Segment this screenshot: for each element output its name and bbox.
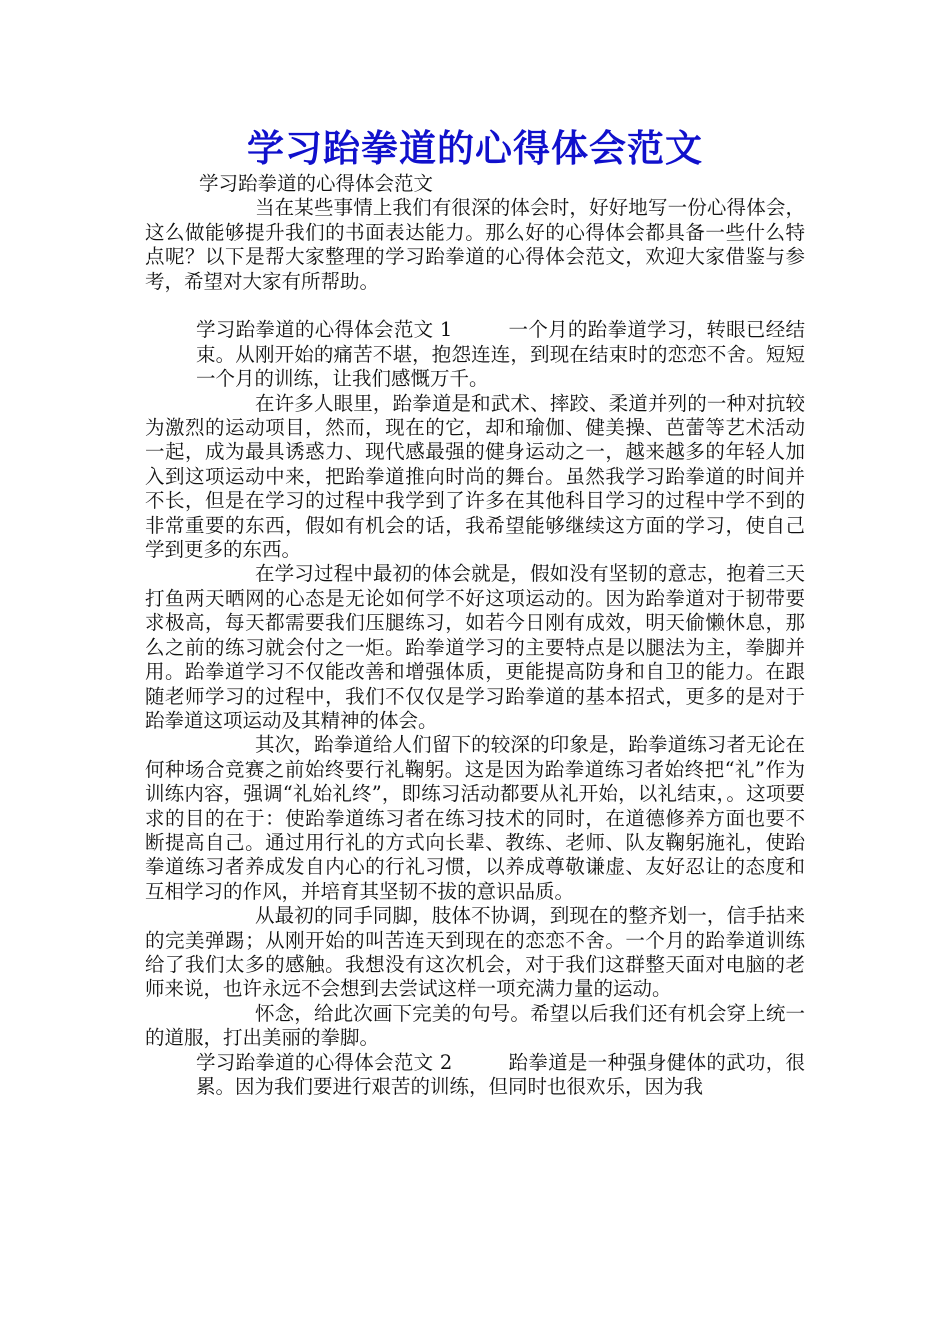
intro-paragraph: 当在某些事情上我们有很深的体会时，好好地写一份心得体会，这么做能够提升我们的书面表达能力。那么好的心得体会都具备一些什么特点呢？以下是帮大家整理的学习跆拳道的心得体会范文，欢迎大家借鉴与参考，希望对大家有所帮助。	[145, 196, 805, 293]
document-title: 学习跆拳道的心得体会范文	[247, 126, 703, 170]
section-1-lead: 一个月的跆拳道学习，转眼已经结束。从刚开始的痛苦不堪，抱怨连连，到现在结束时的恋恋不舍。短短一个月的训练，让我们感慨万千。	[196, 318, 805, 391]
body-paragraph: 从最初的同手同脚，肢体不协调，到现在的整齐划一，信手拈来的完美弹踢；从刚开始的叫苦连天到现在的恋恋不舍。一个月的跆拳道训练给了我们太多的感触。我想没有这次机会，对于我们这群整天面对电脑的老师来说，也许永远不会想到去尝试这样一项充满力量的运动。	[145, 904, 805, 1001]
body-paragraph: 在学习过程中最初的体会就是，假如没有坚韧的意志，抱着三天打鱼两天晒网的心态是无论如何学不好这项运动的。因为跆拳道对于韧带要求极高，每天都需要我们压腿练习，如若今日刚有成效，明天偷懒休息，那么之前的练习就会付之一炬。跆拳道学习的主要特点是以腿法为主，拳脚并用。跆拳道学习不仅能改善和增强体质，更能提高防身和自卫的能力。在跟随老师学习的过程中，我们不仅仅是学习跆拳道的基本招式，更多的是对于跆拳道这项运动及其精神的体会。	[145, 562, 805, 732]
body-paragraph: 怀念，给此次画下完美的句号。希望以后我们还有机会穿上统一的道服，打出美丽的拳脚。	[145, 1001, 805, 1050]
body-paragraph: 在许多人眼里，跆拳道是和武术、摔跤、柔道并列的一种对抗较为激烈的运动项目，然而，现在的它，却和瑜伽、健美操、芭蕾等艺术活动一起，成为最具诱惑力、现代感最强的健身运动之一，越来越多的年轻人加入到这项运动中来，把跆拳道推向时尚的舞台。虽然我学习跆拳道的时间并不长，但是在学习的过程中我学到了许多在其他科目学习的过程中学不到的非常重要的东西，假如有机会的话，我希望能够继续这方面的学习，使自己学到更多的东西。	[145, 391, 805, 562]
document-subtitle: 学习跆拳道的心得体会范文	[199, 172, 434, 195]
blank-line	[145, 294, 805, 318]
section-2-lead-paragraph	[145, 1051, 805, 1100]
section-2-lead: 跆拳道是一种强身健体的武功，很累。因为我们要进行艰苦的训练，但同时也很欢乐，因为我	[196, 1050, 805, 1099]
section-1-lead-paragraph	[145, 318, 805, 391]
section-2-heading: 学习跆拳道的心得体会范文 2	[196, 1050, 453, 1074]
body-paragraph: 其次，跆拳道给人们留下的较深的印象是，跆拳道练习者无论在何种场合竞赛之前始终要行礼鞠躬。这是因为跆拳道练习者始终把“礼”作为训练内容，强调“礼始礼终”，即练习活动都要从礼开始，以礼结束，。这项要求的目的在于：使跆拳道练习者在练习技术的同时，在道德修养方面也要不断提高自己。通过用行礼的方式向长辈、教练、老师、队友鞠躬施礼，使跆拳道练习者养成发自内心的行礼习惯，以养成尊敬谦虚、友好忍让的态度和互相学习的作风，并培育其坚韧不拔的意识品质。	[145, 733, 805, 903]
document-body	[145, 172, 805, 1099]
section-1-heading: 学习跆拳道的心得体会范文 1	[196, 318, 453, 342]
